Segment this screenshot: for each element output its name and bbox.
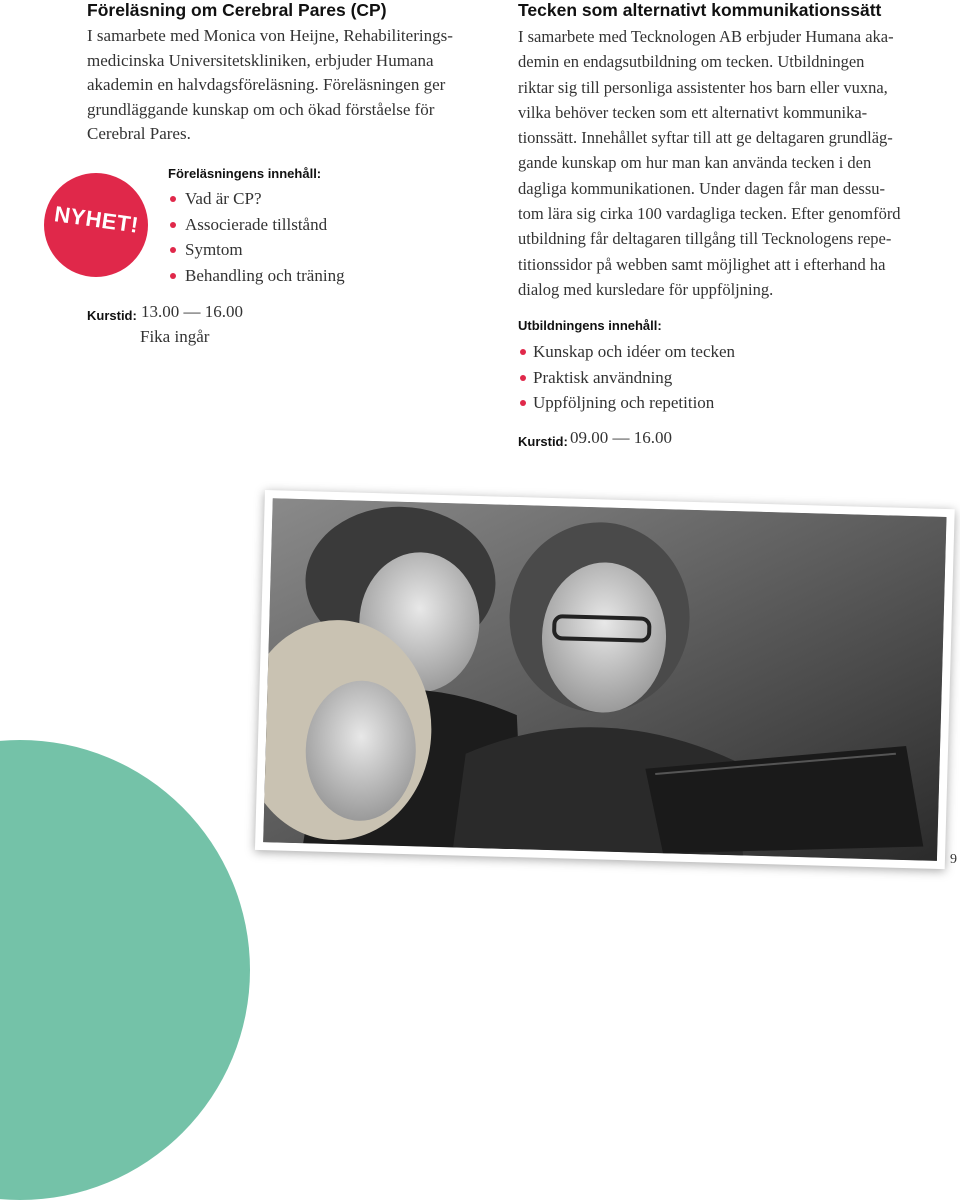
right-body-line: tionssätt. Innehållet syftar till att ge deltagaren grundläg- — [518, 128, 893, 148]
list-item — [168, 186, 345, 212]
new-badge-label: NYHET! — [52, 201, 141, 238]
list-item-text: Kunskap och idéer om tecken — [533, 342, 736, 361]
photo-illustration — [263, 498, 946, 861]
right-section-body — [518, 24, 938, 302]
left-section-body — [87, 24, 477, 147]
right-course-time-label: Kurstid: — [518, 434, 568, 449]
right-body-line: I samarbete med Tecknologen AB erbjuder Humana aka- — [518, 27, 894, 46]
left-body-line: medicinska Universitetskliniken, erbjuder Humana — [87, 50, 434, 70]
right-body-line: dialog med kursledare för uppföljning. — [518, 279, 774, 299]
bullet-icon — [520, 400, 526, 406]
list-item-text: Behandling och träning — [185, 265, 345, 285]
right-body-line: riktar sig till personliga assistenter hos barn eller vuxna, — [518, 77, 888, 97]
left-body-line: akademin en halvdagsföreläsning. Föreläsningen ger — [87, 75, 446, 94]
list-item — [168, 237, 345, 263]
list-item — [518, 339, 735, 365]
right-body-line: dagliga kommunikationen. Under dagen får man dessu- — [518, 178, 886, 198]
right-contents-label: Utbildningens innehåll: — [518, 318, 662, 333]
bullet-icon — [520, 375, 526, 381]
list-item-text: Symtom — [185, 240, 243, 259]
fika-note: Fika ingår — [140, 327, 210, 346]
left-body-line: grundläggande kunskap om och ökad förståelse för — [87, 99, 435, 119]
bullet-icon — [170, 196, 176, 202]
right-body-line: tom lära sig cirka 100 vardagliga tecken. Efter genomförd — [518, 204, 901, 224]
left-section-title: Föreläsning om Cerebral Pares (CP) — [87, 0, 387, 20]
list-item — [168, 212, 345, 238]
photo-frame — [255, 490, 955, 869]
left-course-time-value: 13.00 — 16.00 — [141, 302, 243, 321]
right-contents-list — [518, 339, 735, 416]
new-badge — [44, 173, 148, 277]
list-item-text: Vad är CP? — [185, 189, 262, 208]
right-course-time-value: 09.00 — 16.00 — [570, 428, 672, 447]
list-item — [168, 263, 345, 289]
decorative-green-circle — [0, 740, 250, 1200]
left-body-line: I samarbete med Monica von Heijne, Rehabiliterings- — [87, 26, 453, 45]
list-item-text: Praktisk användning — [533, 367, 673, 387]
right-body-line: demin en endagsutbildning om tecken. Utbildningen — [518, 52, 865, 72]
list-item-text: Associerade tillstånd — [185, 214, 328, 234]
left-contents-label: Föreläsningens innehåll: — [168, 166, 322, 181]
right-section-title: Tecken som alternativt kommunikationssätt — [518, 0, 882, 20]
bullet-icon — [170, 273, 176, 279]
list-item — [518, 390, 735, 416]
bullet-icon — [170, 222, 176, 228]
photo-people-at-laptop — [263, 498, 946, 861]
page-number: 9 — [950, 852, 957, 867]
list-item — [518, 365, 735, 391]
right-body-line: titionssidor på webben samt möjlighet att i efterhand ha — [518, 254, 886, 274]
bullet-icon — [170, 247, 176, 253]
list-item-text: Uppföljning och repetition — [533, 393, 715, 412]
bullet-icon — [520, 349, 526, 355]
right-body-line: vilka behöver tecken som ett alternativt kommunika- — [518, 102, 868, 122]
right-body-line: utbildning får deltagaren tillgång till Tecknologens repe- — [518, 229, 892, 249]
left-body-line: Cerebral Pares. — [87, 124, 191, 143]
left-contents-list — [168, 186, 345, 288]
left-course-time-label: Kurstid: — [87, 308, 137, 323]
right-body-line: gande kunskap om hur man kan använda tecken i den — [518, 153, 872, 173]
